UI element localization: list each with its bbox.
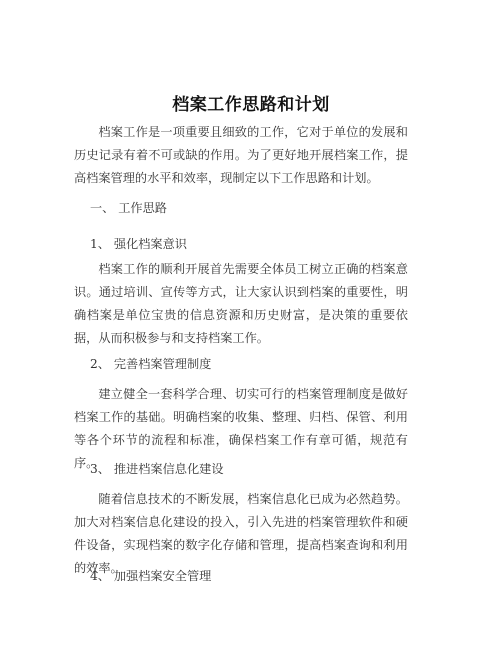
item-body-3: 随着信息技术的不断发展，档案信息化已成为必然趋势。加大对档案信息化建设的投入，引入先进的档案管理软件和硬件设备，实现档案的数字化存储和管理，提高档案查询和利用的效率。 xyxy=(74,492,408,575)
document-title: 档案工作思路和计划 xyxy=(172,95,330,115)
item-heading-1: 1、 强化档案意识 xyxy=(90,237,187,251)
item-body-1: 档案工作的顺利开展首先需要全体员工树立正确的档案意识。通过培训、宣传等方式，让大家认识到档案的重要性，明确档案是单位宝贵的信息资源和历史财富，是决策的重要依据，从而积极参与和支持档案工作。 xyxy=(74,262,408,345)
item-heading-3: 3、 推进档案信息化建设 xyxy=(90,462,224,476)
item-heading-4: 4、 加强档案安全管理 xyxy=(90,569,212,583)
intro-paragraph: 档案工作是一项重要且细致的工作，它对于单位的发展和历史记录有着不可或缺的作用。为了更好地开展档案工作，提高档案管理的水平和效率，现制定以下工作思路和计划。 xyxy=(74,125,408,185)
section-heading-thinking: 一、 工作思路 xyxy=(90,201,167,215)
item-body-2: 建立健全一套科学合理、切实可行的档案管理制度是做好档案工作的基础。明确档案的收集、整理、归档、保管、利用等各个环节的流程和标准，确保档案工作有章可循，规范有序。 xyxy=(74,387,408,470)
item-heading-2: 2、 完善档案管理制度 xyxy=(90,357,212,371)
